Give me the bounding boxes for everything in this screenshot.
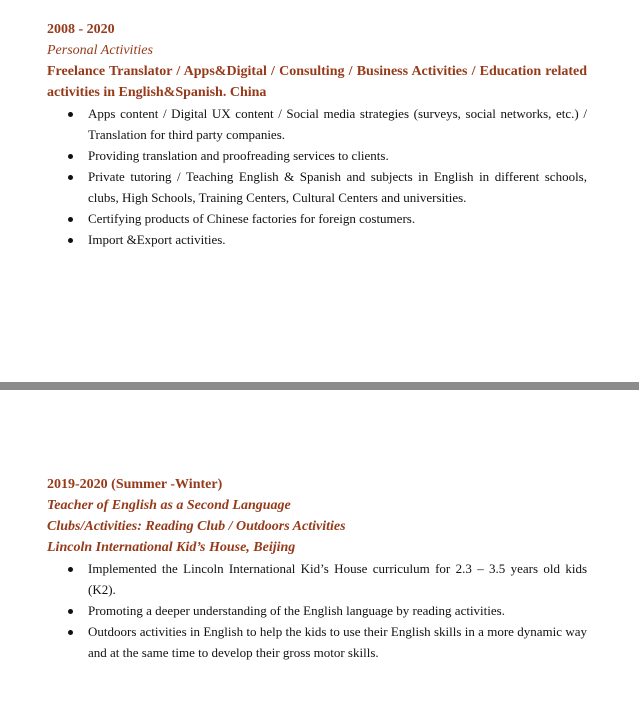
bullet-item: Private tutoring / Teaching English & Spanish and subjects in English in different schools, clubs, High Schools, Training Centers, Cultural Centers and universities. (47, 166, 587, 208)
bullet-item: Outdoors activities in English to help the kids to use their English skills in a more dynamic way and at the same time to develop their gross motor skills. (47, 621, 587, 663)
page-separator (0, 382, 639, 390)
entry-bullet-list (47, 558, 587, 663)
experience-entry-freelance (47, 19, 587, 250)
bullet-item: Certifying products of Chinese factories for foreign costumers. (47, 208, 587, 229)
entry-title: Freelance Translator / Apps&Digital / Consulting / Business Activities / Education related activities in English&Spanish. China (47, 64, 587, 100)
bullet-item: Apps content / Digital UX content / Social media strategies (surveys, social networks, etc.) / Translation for third party companies. (47, 103, 587, 145)
entry-dates: 2019-2020 (Summer -Winter) (47, 477, 223, 492)
entry-role: Teacher of English as a Second Language (47, 498, 291, 513)
bullet-item: Promoting a deeper understanding of the English language by reading activities. (47, 600, 587, 621)
experience-entry-teacher (47, 474, 587, 663)
entry-employer: Lincoln International Kid’s House, Beijing (47, 540, 296, 555)
entry-activities: Clubs/Activities: Reading Club / Outdoors Activities (47, 519, 346, 534)
document-page-bottom (0, 390, 639, 702)
bullet-item: Implemented the Lincoln International Kid’s House curriculum for 2.3 – 3.5 years old kids (K2). (47, 558, 587, 600)
entry-category: Personal Activities (47, 43, 153, 58)
entry-dates: 2008 - 2020 (47, 22, 115, 37)
bullet-item: Import &Export activities. (47, 229, 587, 250)
bullet-item: Providing translation and proofreading services to clients. (47, 145, 587, 166)
entry-bullet-list (47, 103, 587, 250)
